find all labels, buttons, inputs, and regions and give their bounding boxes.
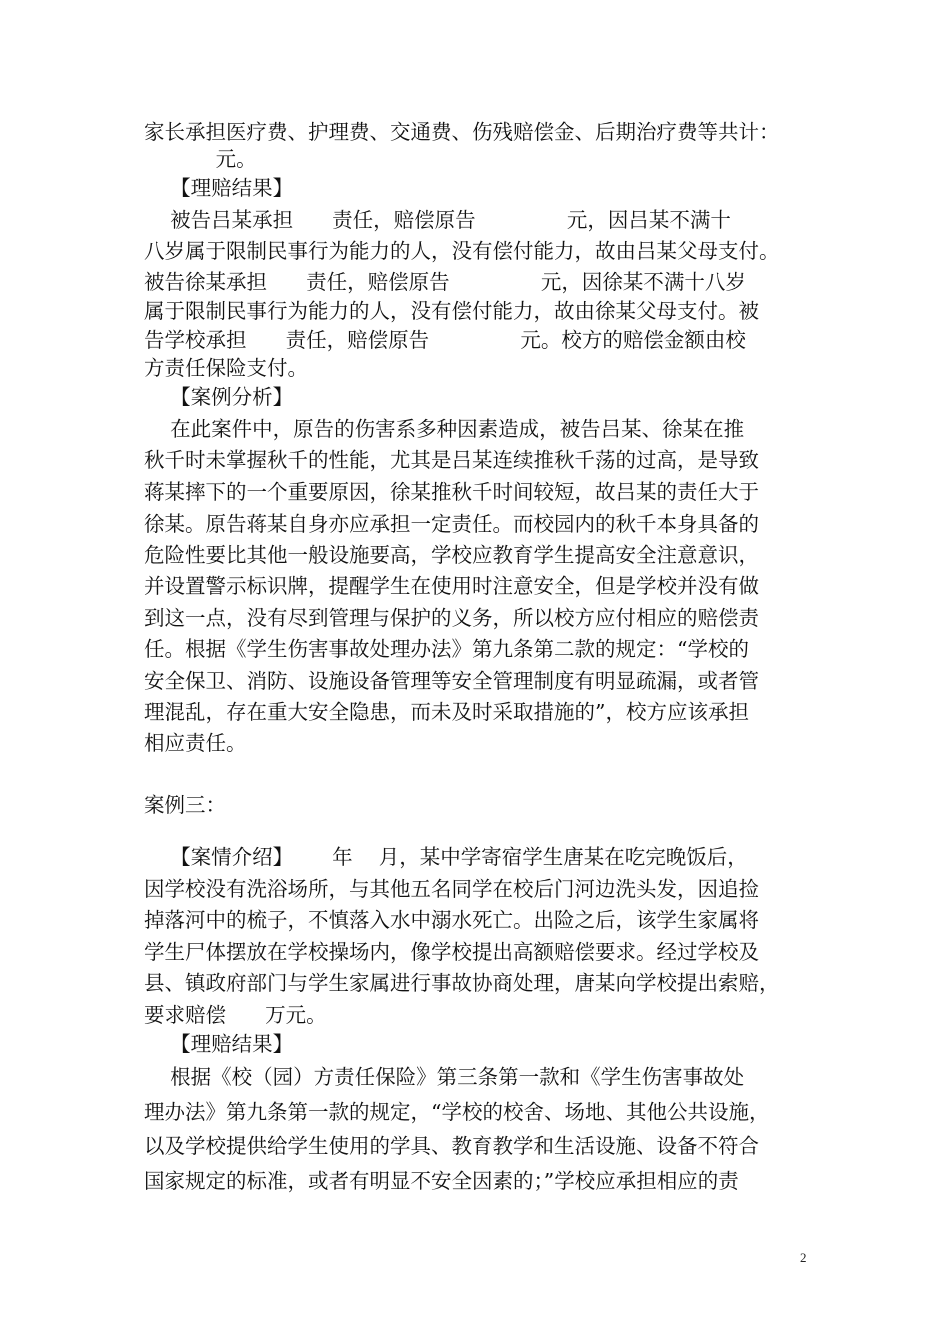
text-line: 安全保卫、消防、设施设备管理等安全管理制度有明显疏漏，或者管 — [144, 669, 759, 693]
text-line: 被告吕某承担 责任，赔偿原告 元，因吕某不满十 — [144, 208, 731, 232]
text-line: 并设置警示标识牌，提醒学生在使用时注意安全，但是学校并没有做 — [144, 574, 759, 598]
text-line: 家长承担医疗费、护理费、交通费、伤残赔偿金、后期治疗费等共计： — [144, 120, 780, 144]
text-line: 在此案件中，原告的伤害系多种因素造成，被告吕某、徐某在推 — [144, 417, 745, 441]
section-heading: 【案例分析】 — [144, 385, 294, 409]
text-line: 以及学校提供给学生使用的学具、教育教学和生活设施、设备不符合 — [144, 1134, 759, 1158]
text-line: 属于限制民事行为能力的人，没有偿付能力，故由徐某父母支付。被 — [144, 299, 759, 323]
page-number: 2 — [800, 1250, 807, 1265]
case-title: 案例三： — [144, 793, 226, 817]
text-line: 告学校承担 责任，赔偿原告 元。校方的赔偿金额由校 — [144, 328, 746, 352]
text-line: 理办法》第九条第一款的规定，“学校的校舍、场地、其他公共设施， — [144, 1100, 770, 1124]
text-line: 徐某。原告蒋某自身亦应承担一定责任。而校园内的秋千本身具备的 — [144, 512, 759, 536]
text-line: 【案情介绍】 年 月，某中学寄宿学生唐某在吃完晚饭后， — [144, 845, 748, 869]
text-line: 方责任保险支付。 — [144, 356, 308, 380]
text-line: 危险性要比其他一般设施要高，学校应教育学生提高安全注意意识， — [144, 543, 759, 567]
text-line: 任。根据《学生伤害事故处理办法》第九条第二款的规定：“学校的 — [144, 637, 749, 661]
section-heading: 【理赔结果】 — [144, 1032, 294, 1056]
text-line: 因学校没有洗浴场所，与其他五名同学在校后门河边洗头发，因追捡 — [144, 877, 759, 901]
text-line: 学生尸体摆放在学校操场内，像学校提出高额赔偿要求。经过学校及 — [144, 940, 759, 964]
text-line: 到这一点，没有尽到管理与保护的义务，所以校方应付相应的赔偿责 — [144, 606, 759, 630]
text-line: 八岁属于限制民事行为能力的人，没有偿付能力，故由吕某父母支付。 — [144, 239, 780, 263]
text-line: 蒋某摔下的一个重要原因，徐某推秋千时间较短，故吕某的责任大于 — [144, 480, 759, 504]
text-line: 国家规定的标准，或者有明显不安全因素的；”学校应承担相应的责 — [144, 1169, 739, 1193]
section-heading: 【理赔结果】 — [144, 176, 294, 200]
text-line: 元。 — [144, 147, 257, 171]
text-line: 根据《校（园）方责任保险》第三条第一款和《学生伤害事故处 — [144, 1065, 745, 1089]
text-line: 要求赔偿 万元。 — [144, 1003, 327, 1027]
text-line: 被告徐某承担 责任，赔偿原告 元，因徐某不满十八岁 — [144, 270, 746, 294]
text-line: 县、镇政府部门与学生家属进行事故协商处理，唐某向学校提出索赔， — [144, 971, 780, 995]
text-line: 秋千时未掌握秋千的性能，尤其是吕某连续推秋千荡的过高，是导致 — [144, 448, 759, 472]
text-line: 掉落河中的梳子，不慎落入水中溺水死亡。出险之后，该学生家属将 — [144, 908, 759, 932]
text-line: 理混乱，存在重大安全隐患，而未及时采取措施的”，校方应该承担 — [144, 700, 749, 724]
text-line: 相应责任。 — [144, 731, 247, 755]
